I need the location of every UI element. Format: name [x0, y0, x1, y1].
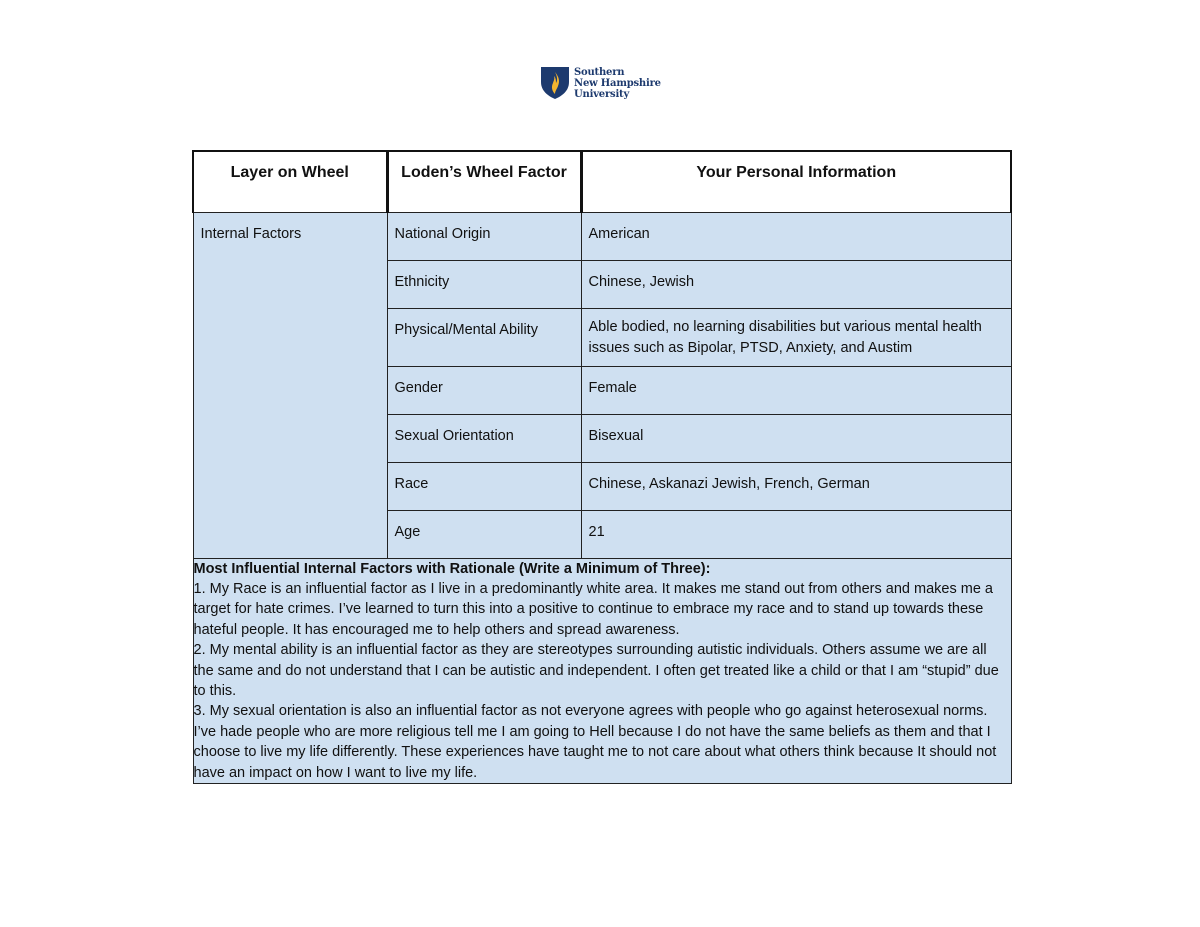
- info-cell: [581, 462, 1011, 510]
- rationale-point-3: 3. My sexual orientation is also an influential factor as not everyone agrees with people who go against heterosexual norms. I’ve hade people who are more religious tell me I am going to Hell because I do not have the same beliefs as them and that I choose to live my life differently. These experiences have taught me to not care about what others think because It should not have an impact on how I want to live my life.: [193, 703, 997, 781]
- logo-line-2: New Hampshire: [574, 77, 661, 89]
- factor-cell: [387, 414, 581, 462]
- factor-cell: [387, 366, 581, 414]
- info-cell: [581, 308, 1011, 366]
- info-cell: [581, 366, 1011, 414]
- info-race: Chinese, Askanazi Jewish, French, German: [588, 475, 870, 492]
- rationale-point-2: 2. My mental ability is an influential factor as they are stereotypes surrounding autistic individuals. Others assume we are all the same and do not understand that I can be autistic and independent. I often get treated like a child or that I am “stupid” due to this.: [193, 642, 999, 699]
- factor-cell: [387, 308, 581, 366]
- factor-sexual-orientation: Sexual Orientation: [394, 427, 514, 444]
- factor-cell: [387, 462, 581, 510]
- factor-gender: Gender: [394, 379, 443, 396]
- info-cell: [581, 260, 1011, 308]
- info-age: 21: [588, 523, 605, 540]
- factor-cell: [387, 212, 581, 260]
- info-cell: [581, 510, 1011, 558]
- logo-line-3: University: [574, 88, 630, 100]
- factor-ethnicity: Ethnicity: [394, 273, 450, 290]
- logo-wordmark: [574, 67, 661, 100]
- info-ethnicity: Chinese, Jewish: [588, 273, 695, 290]
- table-header-row: [193, 151, 1011, 212]
- info-cell: [581, 212, 1011, 260]
- shield-flame-icon: [540, 66, 570, 100]
- info-cell: [581, 414, 1011, 462]
- factor-cell: [387, 510, 581, 558]
- factor-cell: [387, 260, 581, 308]
- factor-national-origin: National Origin: [394, 225, 491, 242]
- rationale-point-1: 1. My Race is an influential factor as I live in a predominantly white area. It makes me stand out from others and makes me a target for hate crimes. I’ve learned to turn this into a positive to continue to embrace my race and to stand up towards these hateful people. It has encouraged me to help others and spread awareness.: [193, 580, 993, 638]
- factor-race: Race: [394, 475, 429, 492]
- factor-age: Age: [394, 523, 421, 540]
- layer-label: Internal Factors: [200, 225, 302, 242]
- header-personal-information: Your Personal Information: [581, 151, 1011, 212]
- factor-physical-mental-ability: Physical/Mental Ability: [394, 321, 538, 338]
- rationale-cell: [193, 558, 1011, 783]
- rationale-title: Most Influential Internal Factors with Rationale (Write a Minimum of Three):: [193, 560, 711, 577]
- header-layer-on-wheel: Layer on Wheel: [193, 151, 387, 212]
- rationale-row: [193, 558, 1011, 783]
- lodens-wheel-table: [192, 150, 1012, 784]
- header-lodens-wheel-factor: Loden’s Wheel Factor: [387, 151, 581, 212]
- info-national-origin: American: [588, 225, 650, 242]
- university-logo: [540, 66, 661, 100]
- table-row: [193, 212, 1011, 260]
- logo-line-1: Southern: [574, 66, 625, 78]
- info-sexual-orientation: Bisexual: [588, 427, 644, 444]
- info-gender: Female: [588, 379, 637, 396]
- info-physical-mental-ability: Able bodied, no learning disabilities but various mental health issues such as Bipolar, PTSD, Anxiety, and Austim: [588, 318, 982, 356]
- layer-cell: [193, 212, 387, 558]
